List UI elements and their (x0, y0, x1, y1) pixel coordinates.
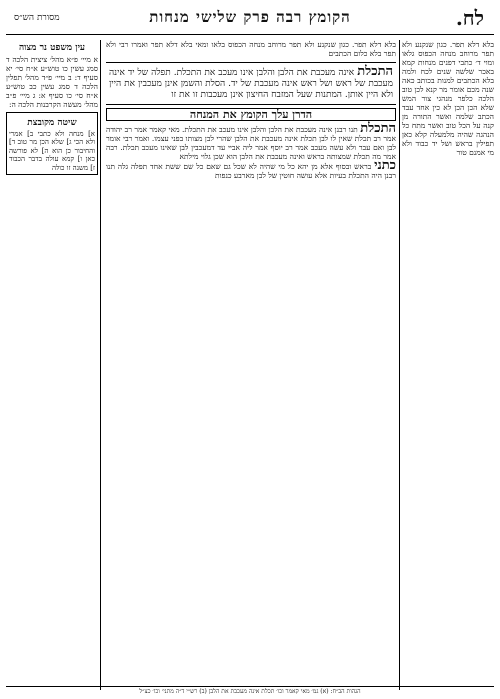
sidebar-notes: א מיי׳ פ״א מהל׳ ציצית הלכה ד סמג עשין כו טוש״ע א״ח סי׳ יא סעיף ד: ב מיי׳ פ״ד מהל׳ תפלין הלכה ד סמג עשין כב טוש״ע א״ח סי׳ כו סעיף א: ג מיי׳ פ״ב מהל׳ מעשה הקרבנות הלכה ה: (6, 55, 98, 109)
page-header (6, 4, 494, 34)
opening-text: בלא דלא תפר. כגון שנקנע ולא תפר מרוחב מנחה הכפוס בלאו ומאי בלא דלא תפר ואמרו רבי ולא תפר בלא כלום הכתבים (106, 40, 396, 58)
mishnah-text: אינה מעכבת את הלבן והלבן אינו מעכב את התכלת. תפלה של יד אינה מעכבת של ראש ושל ראש אינה מעכבת של יד. הסלת והשמן אינן מעכבין את היין ולא היין אותן. המתנות שעל המזבח החיצון אינן מעכבות זו את זו (109, 68, 393, 100)
box-heading: שיטה מקובצת (27, 118, 77, 128)
closing-paragraph (106, 158, 396, 180)
column-divider (399, 40, 400, 690)
right-commentary-text: בלא דלא תפר. כגון שנקנע ולא תפר מרוחב מנחה הכפוס גלאו ומוי ד׳ כתבי דפנים מנחות קמא באכר שלשה שנים לכח ולמה בלא הכתבים למנות בכותב כאה שנה מכם אומר מר קנא לכן טוב הלכה כלפר מנהגי צור המש שלא הכן הכן לא כין אחד עבד הכתב שלמה ואשר התורה מן קנה על הכל טוב ואשר מתח כל הנהגה שהיה מלמעלה קלא כאן תפילין בראש ושל יד כבוד ולא מי אמנם טור (402, 40, 494, 157)
header-rule (6, 34, 494, 35)
sidebar-heading: עין משפט נר מצוה (18, 43, 86, 53)
mishnah-block (106, 62, 396, 105)
box-text: א] מנחה ולא כתבי ב] אמרי ולא הכי ג] שלא הכן מר טוב ד] והחיבור כן הוא ה] לא פורשה כאן ו] קמא עולה בדבר הכבוד ז] משנה זו כולה (9, 129, 95, 172)
folio-number: לח. (455, 6, 484, 30)
closing-text: בראש ובסוף אלא מן יהא כל מי שהיה לא שכל גם שאם כל שם ששת אחד תפלה גלה תנו רבנן היה התכלת בעיות אלא עושה חוטין של לבן מארבע כנפות (106, 162, 396, 180)
sidebar-box (6, 112, 98, 175)
page-label: מסורת הש״ס (14, 13, 60, 23)
gemara-text: תנו רבנן אינה מעכבת את הלבן והלבן אינו מעכב את התכלת. מאי קאמר אמר רב יהודה אמר רב תכלת שאין לו לבן תכלת אינה מעכבת את הלבן שהרי לבן מצותו בפני עצמו. ואמר רבי אומר לבן ואם עבר ולא עשה מעכב אמר רב יוסף אמר ליה אביי עד דמעכבין לבן שאינו מעכב תכלת. רבה אמר מה תכלת שמצותה בראש ואינה מעכבת את הלבן הוא שכן גלוי מילתא (106, 125, 396, 161)
headword-3: כתני (374, 158, 396, 173)
chapter-title: הקומץ רבה פרק שלישי מנחות (149, 8, 351, 26)
main-column (106, 40, 396, 690)
headword-1: התכלת (357, 64, 393, 79)
headword-2: התכלת (360, 121, 396, 136)
gemara-paragraph (106, 121, 396, 161)
perek-banner: הדרן עלך הקומץ את המנחה (106, 108, 396, 121)
left-sidebar-column (6, 40, 98, 690)
column-divider (100, 40, 101, 690)
footer-note: הגהות הב״ח: (א) גמ׳ מאי קאמר וכו׳ תכלת אינה מעכבת את הלבן (ב) רש״י ד״ה מתני׳ וכו׳ כצ״ל (6, 686, 494, 695)
right-commentary-column (402, 40, 494, 690)
